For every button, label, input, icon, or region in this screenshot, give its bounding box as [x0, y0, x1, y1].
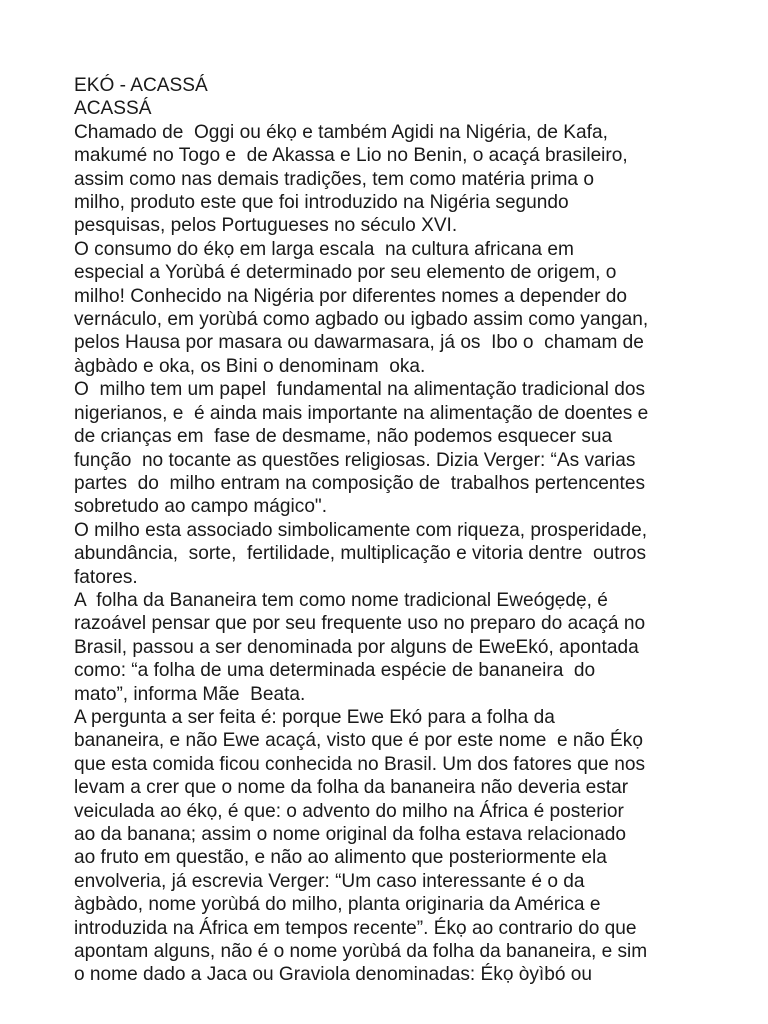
text-line: introduzida na África em tempos recente”. Ékọ ao contrario do que — [74, 917, 637, 939]
text-line: assim como nas demais tradições, tem como matéria prima o — [74, 168, 594, 190]
document-page — [74, 74, 754, 987]
text-line: milho! Conhecido na Nigéria por diferentes nomes a depender do — [74, 285, 628, 307]
text-line: Brasil, passou a ser denominada por alguns de EweEkó, apontada — [74, 636, 639, 658]
text-line: o nome dado a Jaca ou Graviola denominadas: Ékọ òyìbó ou — [74, 964, 592, 986]
text-line: especial a Yorùbá é determinado por seu elemento de origem, o — [74, 262, 617, 284]
text-line: abundância, sorte, fertilidade, multiplicação e vitoria dentre outros — [74, 543, 647, 565]
text-line: àgbàdo e oka, os Bini o denominam oka. — [74, 355, 426, 377]
text-line: A pergunta a ser feita é: porque Ewe Ekó para a folha da — [74, 706, 555, 728]
text-line: sobretudo ao campo mágico". — [74, 496, 328, 518]
text-line: como: “a folha de uma determinada espécie de bananeira do — [74, 660, 596, 682]
text-line: O consumo do ékọ em larga escala na cultura africana em — [74, 238, 574, 260]
text-line: razoável pensar que por seu frequente uso no preparo do acaçá no — [74, 613, 646, 635]
text-line: pesquisas, pelos Portugueses no século XVI. — [74, 215, 458, 237]
text-line: nigerianos, e é ainda mais importante na alimentação de doentes e — [74, 402, 649, 424]
text-line: milho, produto este que foi introduzido na Nigéria segundo — [74, 192, 569, 214]
text-line: fatores. — [74, 566, 138, 588]
text-line: partes do milho entram na composição de trabalhos pertencentes — [74, 472, 646, 494]
text-line: envolveria, já escrevia Verger: “Um caso interessante é o da — [74, 870, 585, 892]
text-line: veiculada ao ékọ, é que: o advento do milho na África é posterior — [74, 800, 624, 822]
text-line: O milho esta associado simbolicamente com riqueza, prosperidade, — [74, 519, 648, 541]
text-line: makumé no Togo e de Akassa e Lio no Benin, o acaçá brasileiro, — [74, 145, 628, 167]
text-line: mato”, informa Mãe Beata. — [74, 683, 306, 705]
text-line: bananeira, e não Ewe acaçá, visto que é por este nome e não Ékọ — [74, 730, 643, 752]
text-line: de crianças em fase de desmame, não podemos esquecer sua — [74, 426, 613, 448]
text-line: ao fruto em questão, e não ao alimento que posteriormente ela — [74, 847, 607, 869]
text-line: apontam alguns, não é o nome yorùbá da folha da bananeira, e sim — [74, 941, 648, 963]
text-line: que esta comida ficou conhecida no Brasil. Um dos fatores que nos — [74, 753, 646, 775]
text-line: àgbàdo, nome yorùbá do milho, planta originaria da América e — [74, 894, 601, 916]
text-line: ao da banana; assim o nome original da folha estava relacionado — [74, 824, 626, 845]
document-subtitle: ACASSÁ — [74, 98, 152, 120]
text-line: Chamado de Oggi ou ékọ e também Agidi na Nigéria, de Kafa, — [74, 121, 608, 143]
text-line: levam a crer que o nome da folha da bananeira não deveria estar — [74, 777, 629, 799]
text-line: O milho tem um papel fundamental na alimentação tradicional dos — [74, 379, 646, 401]
text-line: vernáculo, em yorùbá como agbado ou igbado assim como yangan, — [74, 309, 649, 331]
document-title: EKÓ - ACASSÁ — [74, 75, 208, 96]
text-line: função no tocante as questões religiosas. Dizia Verger: “As varias — [74, 449, 636, 471]
text-line: A folha da Bananeira tem como nome tradicional Eweógẹdẹ, é — [74, 589, 608, 611]
text-line: pelos Hausa por masara ou dawarmasara, já os Ibo o chamam de — [74, 332, 644, 354]
